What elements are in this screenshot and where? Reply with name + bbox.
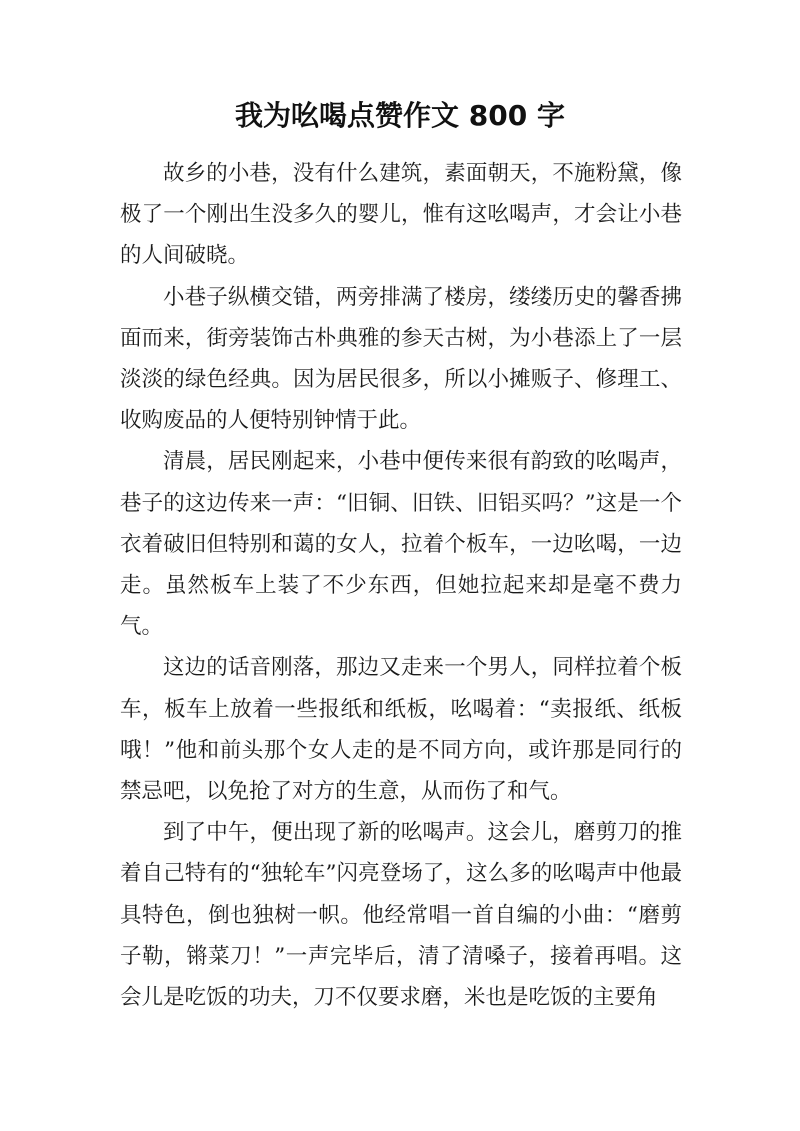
paragraph: 小巷子纵横交错，两旁排满了楼房，缕缕历史的馨香拂面而来，街旁装饰古朴典雅的参天古树，为小巷添上了一层淡淡的绿色经典。因为居民很多，所以小摊贩子、修理工、收购废品的人便特别钟情于此。	[120, 284, 682, 434]
document-body	[120, 153, 682, 1018]
paragraph: 清晨，居民刚起来，小巷中便传来很有韵致的吆喝声，巷子的这边传来一声：“旧铜、旧铁、旧铝买吗？”这是一个衣着破旧但特别和蔼的女人，拉着个板车，一边吆喝，一边走。虽然板车上装了不少东西，但她拉起来却是毫不费力气。	[120, 449, 682, 640]
paragraph: 到了中午，便出现了新的吆喝声。这会儿，磨剪刀的推着自己特有的“独轮车”闪亮登场了，这么多的吆喝声中他最具特色，倒也独树一帜。他经常唱一首自编的小曲：“磨剪子勒，锵菜刀！”一声完毕后，清了清嗓子，接着再唱。这会儿是吃饭的功夫，刀不仅要求磨，米也是吃饭的主要角	[120, 820, 682, 1011]
document-title: 我为吆喝点赞作文 800 字	[235, 99, 565, 132]
paragraph: 故乡的小巷，没有什么建筑，素面朝天，不施粉黛，像极了一个刚出生没多久的婴儿，惟有这吆喝声，才会让小巷的人间破晓。	[120, 161, 682, 269]
paragraph: 这边的话音刚落，那边又走来一个男人，同样拉着个板车，板车上放着一些报纸和纸板，吆喝着：“卖报纸、纸板哦！”他和前头那个女人走的是不同方向，或许那是同行的禁忌吧，以免抢了对方的生意，从而伤了和气。	[120, 655, 682, 805]
